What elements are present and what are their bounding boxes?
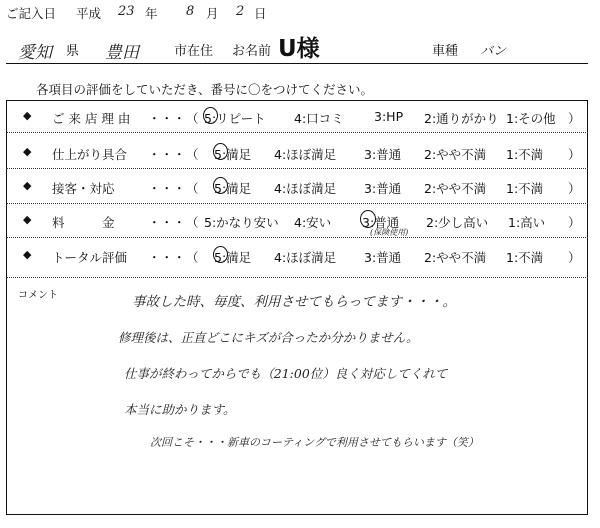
diamond-bullet: ◆ (23, 248, 32, 261)
month-value: 8 (186, 4, 195, 19)
diamond-bullet: ◆ (23, 145, 32, 158)
row-label: トータル評価 (52, 250, 128, 265)
row-divider (6, 277, 588, 278)
diamond-bullet: ◆ (23, 109, 32, 122)
row-divider (6, 132, 588, 133)
vehicle-value: バン (480, 44, 507, 59)
selected-circle (213, 246, 228, 263)
date-label: ご記入日 (6, 6, 57, 21)
selected-circle (360, 210, 376, 228)
day-value: 2 (236, 4, 245, 19)
row-finish-quality (6, 138, 588, 168)
row-close-paren: ） (568, 215, 581, 230)
row-close-paren: ） (568, 181, 581, 196)
row-label: ご 来 店 理 由 (52, 111, 131, 126)
option-3[interactable]: 3:普通 (364, 250, 402, 265)
row-visit-reason (6, 102, 588, 132)
option-4[interactable]: 4:ほぼ満足 (274, 250, 337, 265)
option-5[interactable]: 5:満足 (214, 181, 252, 196)
row-dots: ・・・ (148, 215, 186, 230)
row-divider (6, 168, 588, 169)
row-open-paren: （ (186, 111, 199, 126)
option-1[interactable]: 1:不満 (506, 147, 544, 162)
option-1[interactable]: 1:不満 (506, 250, 544, 265)
row-total (6, 241, 588, 271)
comment-line-1: 事故した時、毎度、利用させてもらってます・・・。 (132, 294, 456, 310)
comment-line-4: 本当に助かります。 (124, 402, 236, 417)
prefecture-unit: 県 (66, 44, 80, 59)
row-open-paren: （ (186, 250, 199, 265)
option-3[interactable]: 3:HP (374, 109, 404, 124)
row-dots: ・・・ (148, 250, 186, 265)
row-divider (6, 237, 588, 238)
option-4[interactable]: 4:口コミ (294, 111, 344, 126)
option-2[interactable]: 2:やや不満 (424, 147, 487, 162)
day-unit: 日 (254, 6, 267, 21)
option-2[interactable]: 2:少し高い (426, 215, 489, 230)
diamond-bullet: ◆ (23, 179, 32, 192)
prefecture-value: 愛知 (18, 43, 52, 63)
option-2[interactable]: 2:やや不満 (424, 181, 487, 196)
row-service (6, 172, 588, 202)
name-label: お名前 (232, 44, 272, 59)
option-5[interactable]: 5:かなり安い (204, 215, 279, 230)
vehicle-label: 車種 (432, 44, 459, 59)
diamond-bullet: ◆ (23, 213, 32, 226)
year-unit: 年 (145, 6, 158, 21)
option-5[interactable]: 5:満足 (214, 147, 252, 162)
header-underline (6, 63, 588, 64)
option-2[interactable]: 2:やや不満 (424, 250, 487, 265)
row-close-paren: ） (568, 147, 581, 162)
instruction-text: 各項目の評価をしていただき、番号に〇をつけてください。 (36, 82, 374, 97)
row-label: 接客・対応 (52, 181, 115, 196)
name-value: U様 (278, 36, 320, 62)
option-5[interactable]: 5:満足 (214, 250, 252, 265)
option-4[interactable]: 4:ほぼ満足 (274, 181, 337, 196)
era-label: 平成 (76, 6, 102, 21)
option-4[interactable]: 4:安い (294, 215, 332, 230)
option-1[interactable]: 1:高い (508, 215, 546, 230)
row-divider (6, 203, 588, 204)
comment-line-3: 仕事が終わってからでも（21:00位）良く対応してくれて (124, 366, 448, 381)
selected-circle (213, 143, 228, 160)
row-close-paren: ） (568, 111, 581, 126)
row-open-paren: （ (186, 147, 199, 162)
row-dots: ・・・ (148, 111, 186, 126)
city-value: 豊田 (105, 43, 139, 63)
row-dots: ・・・ (148, 147, 186, 162)
row-open-paren: （ (186, 181, 199, 196)
month-unit: 月 (206, 6, 219, 21)
option-2[interactable]: 2:通りがかり (424, 111, 499, 126)
price-note: (保険使用) (370, 228, 409, 237)
row-open-paren: （ (186, 215, 199, 230)
selected-circle (213, 177, 228, 194)
comment-line-2: 修理後は、正直どこにキズが合ったか分かりません。 (118, 330, 419, 345)
option-3[interactable]: 3:普通 (362, 215, 400, 230)
row-label: 料 金 (52, 215, 115, 230)
option-3[interactable]: 3:普通 (364, 181, 402, 196)
option-5[interactable]: 5:リピート (204, 111, 266, 126)
option-1[interactable]: 1:その他 (506, 111, 556, 126)
year-value: 23 (118, 4, 135, 19)
selected-circle (203, 107, 218, 124)
city-label: 市在住 (174, 44, 214, 59)
row-dots: ・・・ (148, 181, 186, 196)
comment-label: コメント (18, 290, 58, 301)
row-close-paren: ） (568, 250, 581, 265)
option-4[interactable]: 4:ほぼ満足 (274, 147, 337, 162)
row-label: 仕上がり具合 (52, 147, 128, 162)
comment-line-5: 次回こそ・・・新車のコーティングで利用させてもらいます（笑） (150, 436, 479, 449)
row-price (6, 206, 588, 236)
option-3[interactable]: 3:普通 (364, 147, 402, 162)
option-1[interactable]: 1:不満 (506, 181, 544, 196)
